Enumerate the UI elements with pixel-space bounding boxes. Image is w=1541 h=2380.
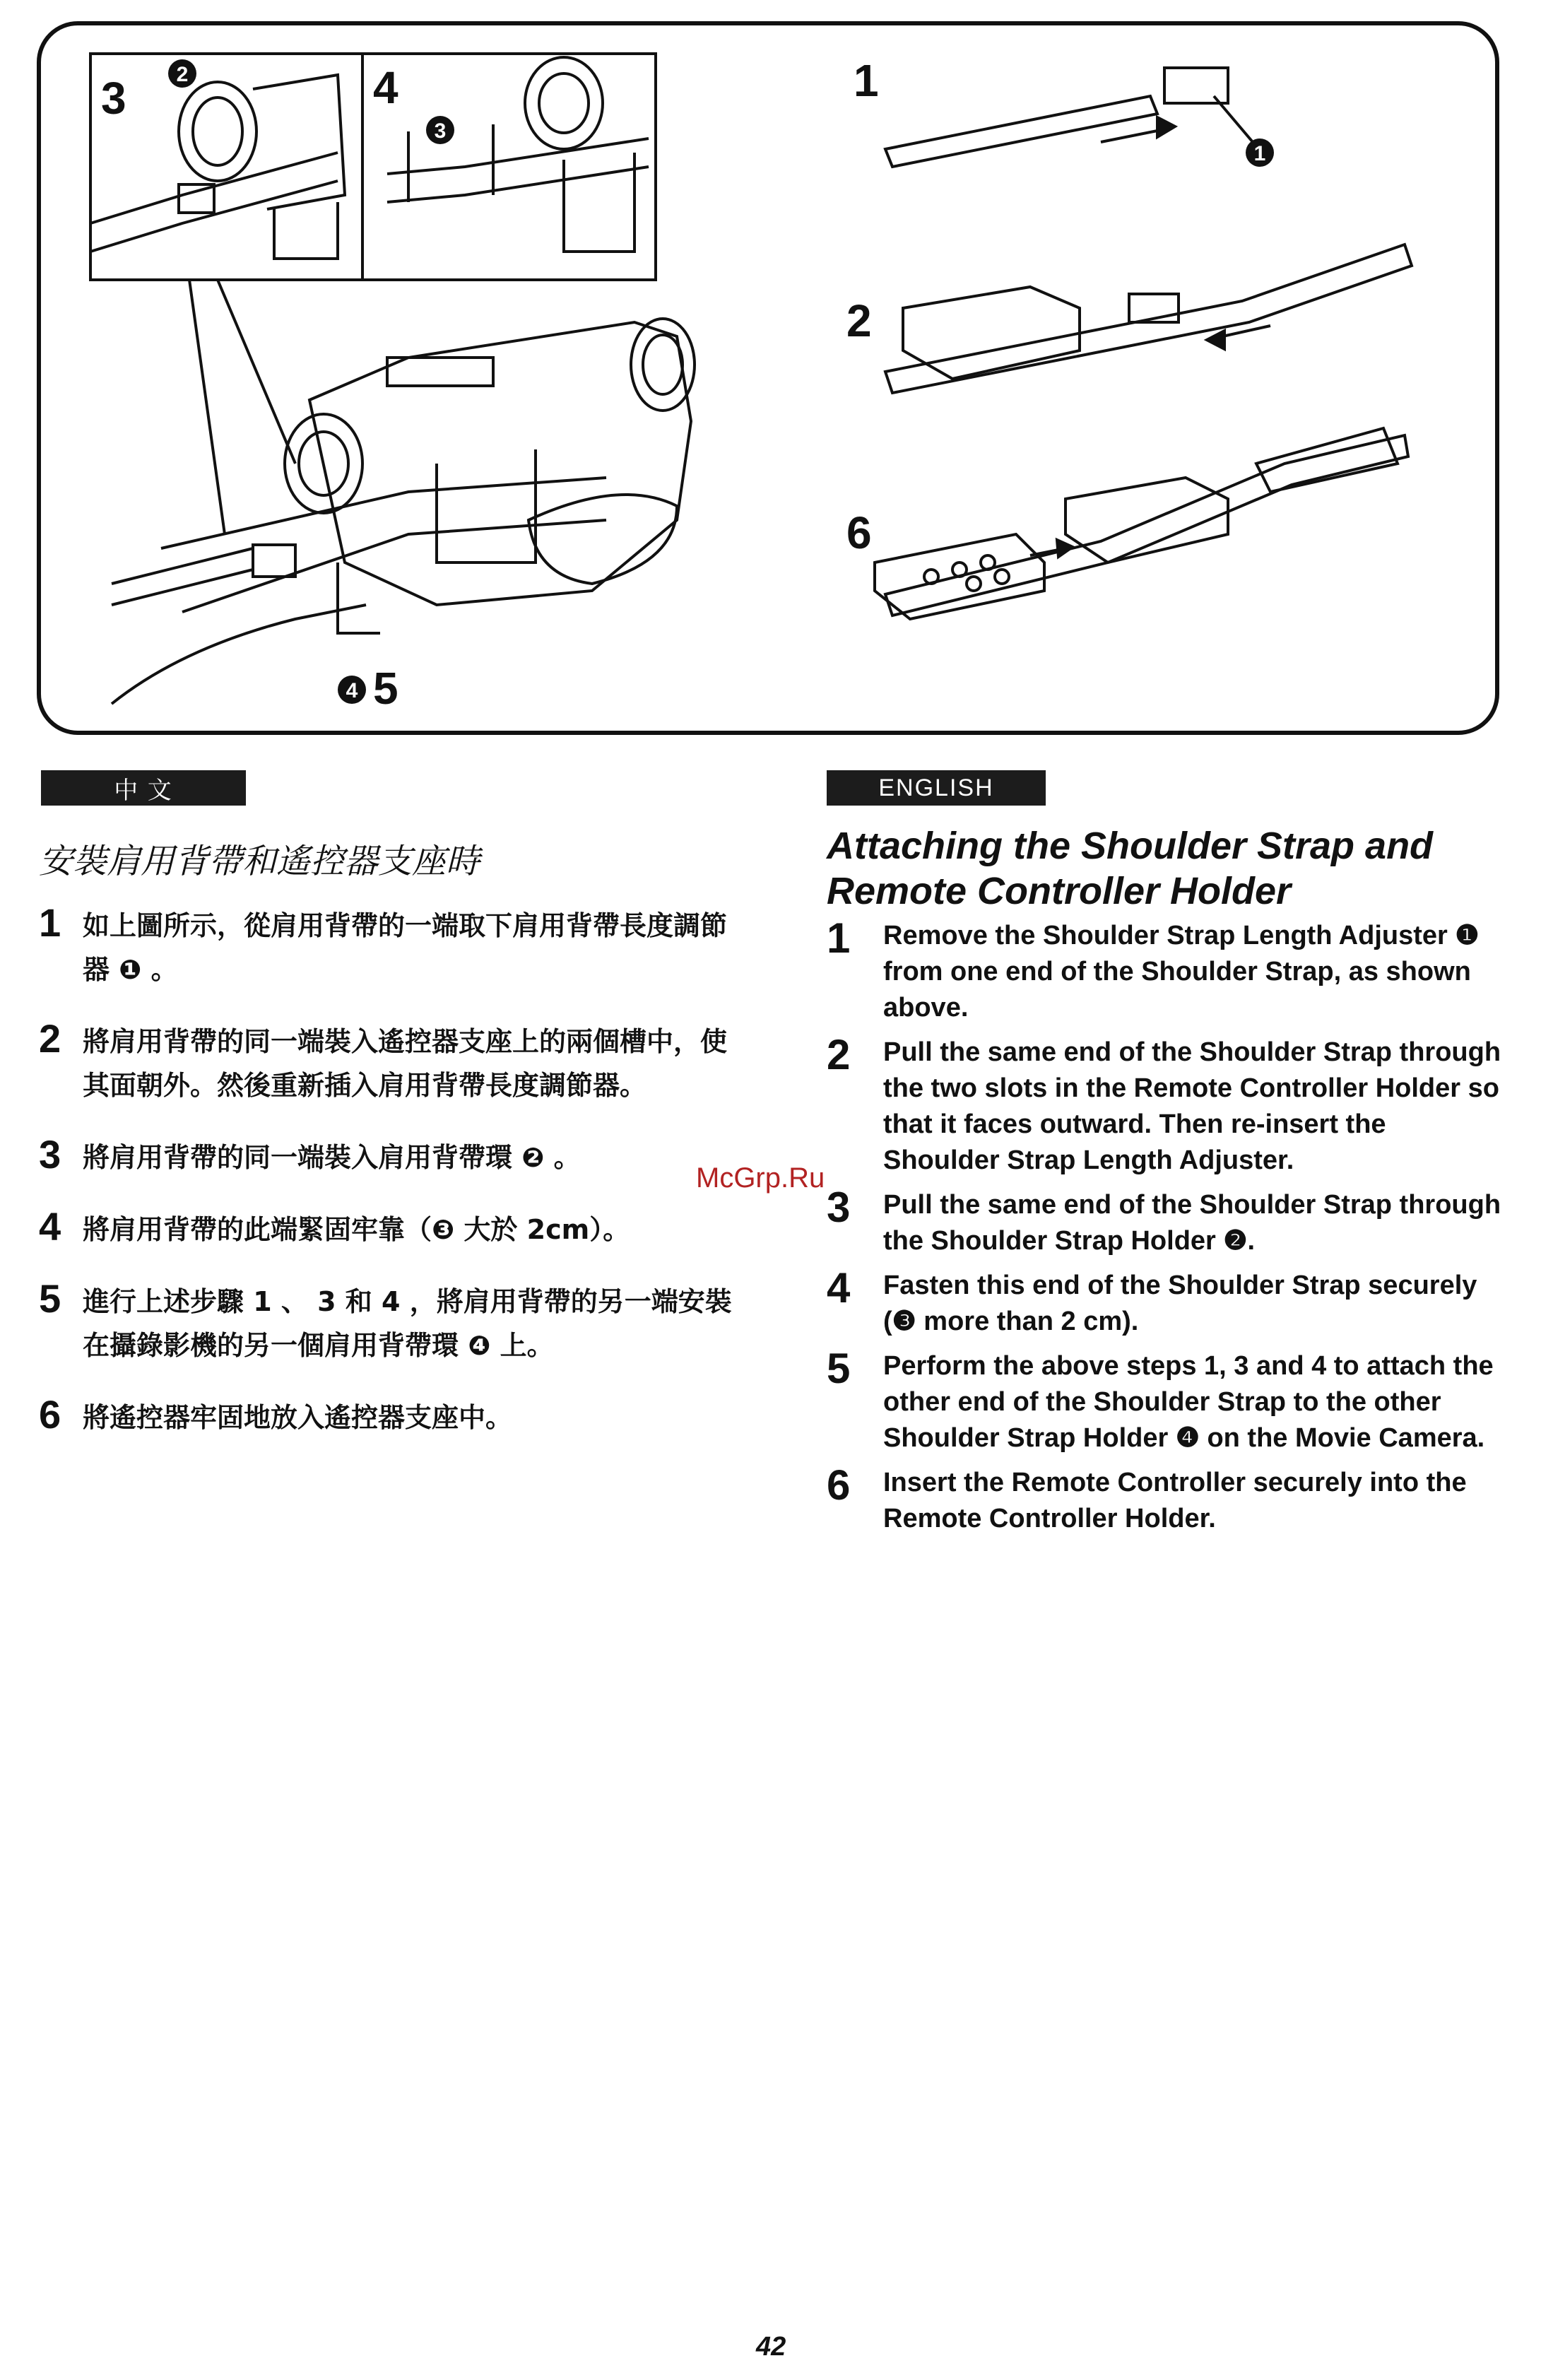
zh-step-text: 將遙控器牢固地放入遙控器支座中。 [83, 1402, 513, 1433]
page-number: 42 [756, 2332, 786, 2362]
en-step-text: Pull the same end of the Shoulder Strap through the Shoulder Strap Holder ❷. [883, 1190, 1501, 1256]
en-step [827, 1461, 1505, 1537]
callout-1-icon: 1 [1253, 142, 1266, 165]
watermark: McGrp.Ru [696, 1162, 825, 1194]
en-step-text: Fasten this end of the Shoulder Strap securely (❸ more than 2 cm). [883, 1271, 1477, 1336]
zh-step-text: 如上圖所示，從肩用背帶的一端取下肩用背帶長度調節器 ❶ 。 [83, 910, 728, 985]
zh-step-number: 3 [39, 1132, 61, 1177]
en-step [827, 1184, 1505, 1259]
panel-label-6: 6 [846, 507, 872, 558]
en-step-number: 3 [827, 1184, 851, 1231]
zh-step [39, 1132, 745, 1179]
panel-label-3: 3 [101, 73, 126, 124]
en-step [827, 1345, 1505, 1456]
zh-step-text: 將肩用背帶的同一端裝入遙控器支座上的兩個槽中，使其面朝外。然後重新插入肩用背帶長度調節器。 [83, 1026, 728, 1101]
panel-label-4: 4 [373, 62, 398, 113]
zh-step [39, 1392, 745, 1439]
chinese-title: 安裝肩用背帶和遙控器支座時 [39, 842, 480, 881]
en-step-number: 5 [827, 1345, 851, 1392]
english-title: Attaching the Shoulder Strap and Remote Controller Holder [827, 825, 1434, 912]
en-step-number: 1 [827, 914, 851, 962]
en-step-text: Insert the Remote Controller securely into the Remote Controller Holder. [883, 1468, 1467, 1533]
callout-2-icon: 2 [176, 63, 189, 86]
en-step-text: Pull the same end of the Shoulder Strap through the two slots in the Remote Controller Holder so that it faces outward. Then re-insert the Shoulder Strap Length Adjuster. [883, 1037, 1501, 1175]
zh-step-number: 6 [39, 1392, 61, 1437]
en-step [827, 1264, 1505, 1340]
english-tab: ENGLISH [827, 770, 1046, 806]
en-step-text: Perform the above steps 1, 3 and 4 to attach the other end of the Shoulder Strap to the other Shoulder Strap Holder ❹ on the Movie Camera. [883, 1351, 1494, 1453]
zh-step [39, 900, 745, 991]
zh-step-number: 4 [39, 1204, 61, 1249]
zh-step-number: 5 [39, 1276, 61, 1321]
en-step-number: 6 [827, 1461, 851, 1509]
zh-step [39, 1204, 745, 1251]
illustration-frame [37, 21, 1499, 735]
en-step-number: 4 [827, 1264, 851, 1312]
callout-4-icon: 4 [346, 679, 358, 702]
en-step [827, 914, 1505, 1026]
zh-step [39, 1276, 745, 1367]
en-step [827, 1031, 1505, 1179]
panel-label-1: 1 [854, 55, 879, 106]
zh-step-number: 2 [39, 1016, 61, 1061]
english-column [827, 823, 1505, 1545]
assembly-illustration [41, 25, 1499, 735]
panel-label-2: 2 [846, 295, 872, 346]
en-step-number: 2 [827, 1031, 851, 1078]
zh-step-number: 1 [39, 900, 61, 945]
zh-step-text: 將肩用背帶的此端緊固牢靠（❸ 大於 2cm）。 [83, 1214, 630, 1245]
chinese-column [39, 834, 745, 1468]
chinese-tab: 中 文 [41, 770, 246, 806]
zh-step-text: 進行上述步驟 1 、 3 和 4 ，將肩用背帶的另一端安裝在攝錄影機的另一個肩用背帶環 ❹ 上。 [83, 1286, 732, 1361]
panel-label-5: 5 [373, 663, 398, 714]
en-step-text: Remove the Shoulder Strap Length Adjuster ❶ from one end of the Shoulder Strap, as shown above. [883, 921, 1480, 1023]
zh-step-text: 將肩用背帶的同一端裝入肩用背帶環 ❷ 。 [83, 1142, 581, 1173]
zh-step [39, 1016, 745, 1107]
callout-3-icon: 3 [434, 119, 447, 143]
